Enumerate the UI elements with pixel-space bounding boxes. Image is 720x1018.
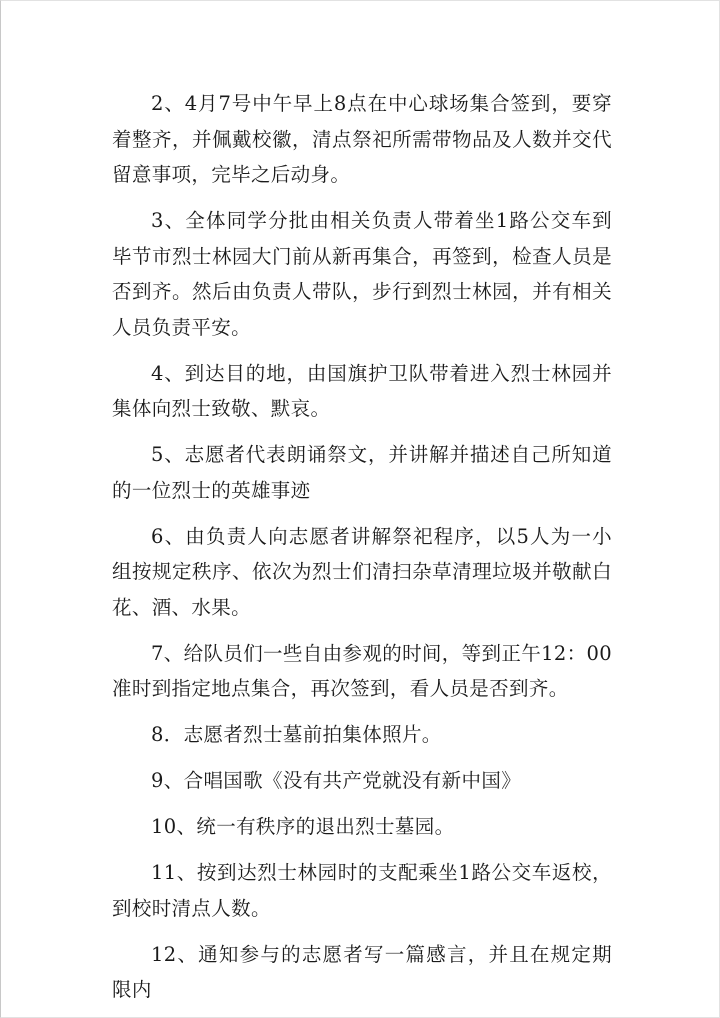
paragraph-step-8: 8．志愿者烈士墓前拍集体照片。	[151, 723, 442, 746]
paragraph-step-2: 2、4月7号中午早上8点在中心球场集合签到，要穿着整齐，并佩戴校徽，清点祭祀所需带物品及人数并交代留意事项，完毕之后动身。	[112, 92, 612, 186]
paragraph-step-12: 12、通知参与的志愿者写一篇感言，并且在规定期限内	[112, 942, 612, 1001]
document-body	[112, 86, 612, 1008]
paragraph-step-11: 11、按到达烈士林园时的支配乘坐1路公交车返校，到校时清点人数。	[112, 861, 612, 920]
paragraph-step-3: 3、全体同学分批由相关负责人带着坐1路公交车到毕节市烈士林园大门前从新再集合，再签到，检查人员是否到齐。然后由负责人带队，步行到烈士林园，并有相关人员负责平安。	[112, 209, 612, 339]
paragraph-step-5: 5、志愿者代表朗诵祭文，并讲解并描述自己所知道的一位烈士的英雄事迹	[112, 443, 612, 502]
paragraph-step-10: 10、统一有秩序的退出烈士墓园。	[151, 815, 455, 838]
paragraph-step-7: 7、给队员们一些自由参观的时间，等到正午12：00准时到指定地点集合，再次签到，看人员是否到齐。	[112, 641, 612, 700]
paragraph-step-6: 6、由负责人向志愿者讲解祭祀程序，以5人为一小组按规定秩序、依次为烈士们清扫杂草清理垃圾并敬献白花、酒、水果。	[112, 524, 612, 619]
paragraph-step-4: 4、到达目的地，由国旗护卫队带着进入烈士林园并集体向烈士致敬、默哀。	[112, 361, 612, 420]
paragraph-step-9: 9、合唱国歌《没有共产党就没有新中国》	[151, 769, 522, 792]
